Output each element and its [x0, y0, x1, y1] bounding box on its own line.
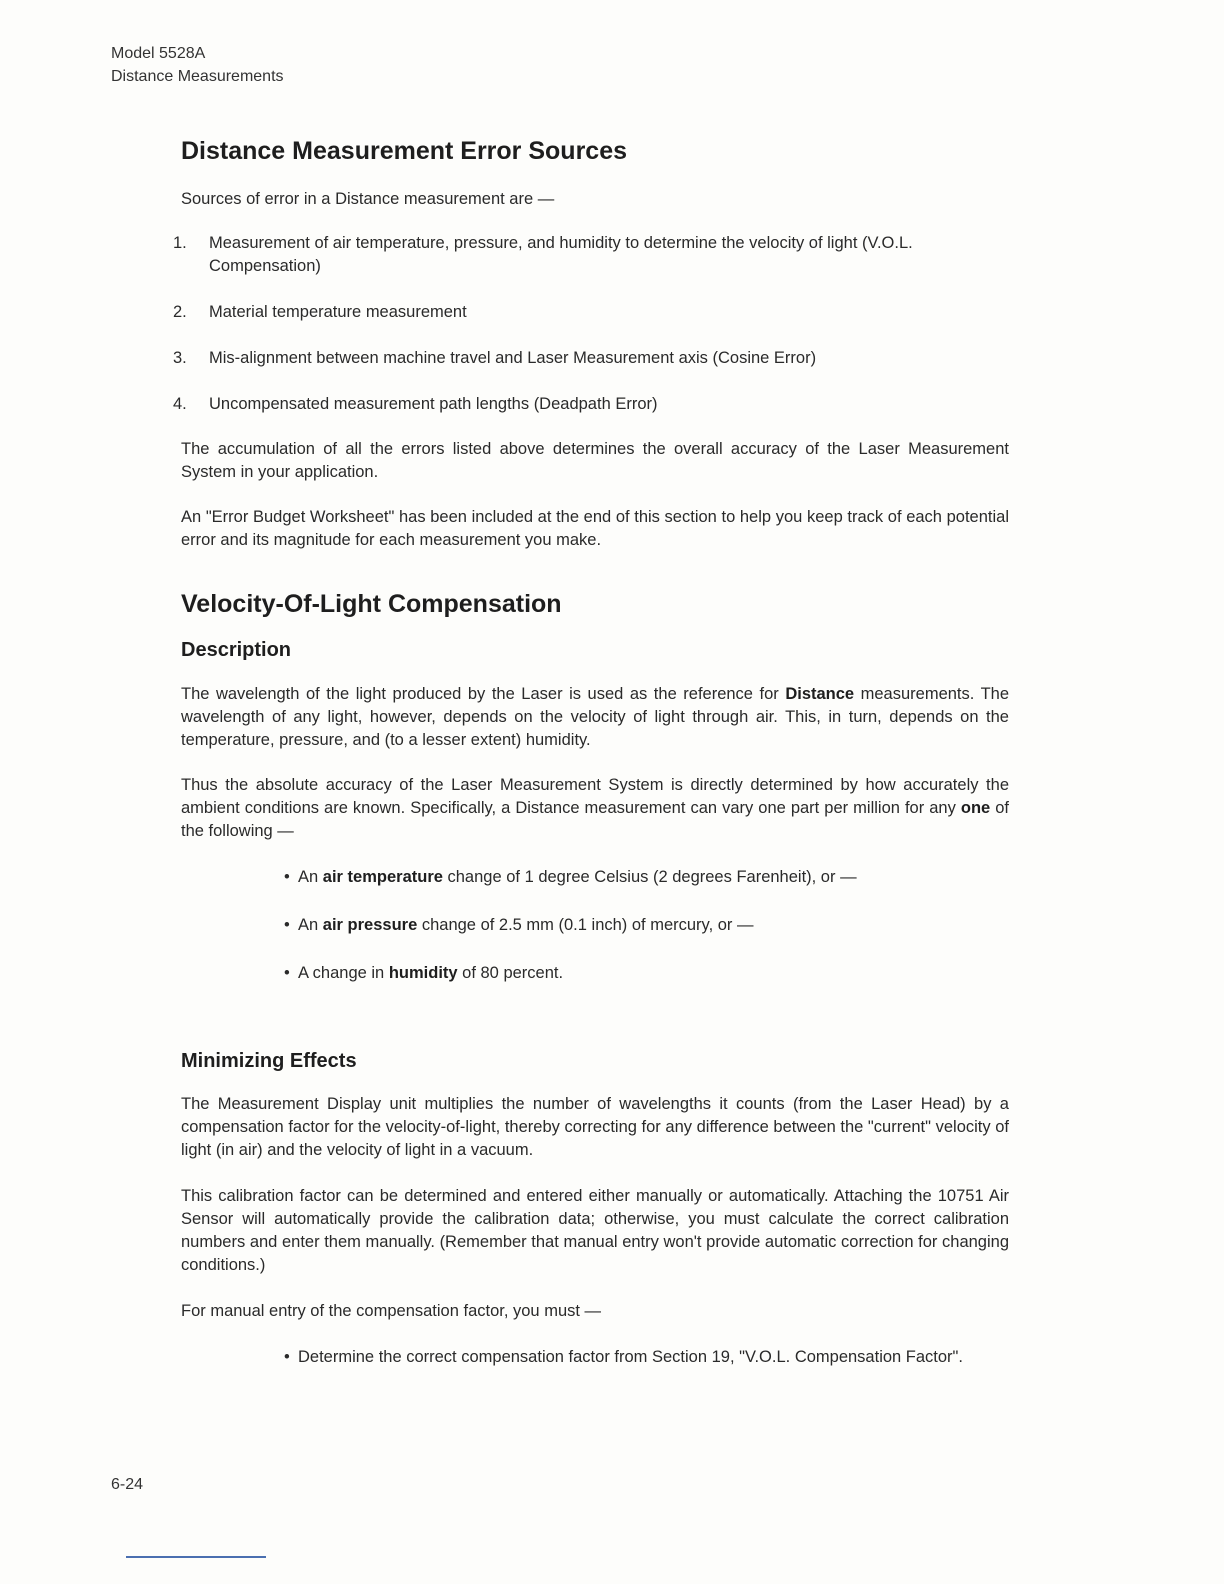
- item-number: 2.: [173, 303, 187, 321]
- page-content: [173, 135, 1010, 1369]
- text-run: measurements. The wavelength of any light, however, depends on the velocity of light through air. This, in turn, depends on the temperature, pressure, and (to a lesser extent) humidity.: [181, 685, 1010, 749]
- item-text: Determine the correct compensation factor from Section 19, "V.O.L. Compensation Factor".: [298, 1348, 963, 1366]
- section-label: Distance Measurements: [111, 68, 284, 85]
- calibration-paragraph: This calibration factor can be determined and entered either manually or automatically. Attaching the 10751 Air Sensor will automatically provide the calibration data; otherwise, you must calculate the correct calibration numbers and enter them manually. (Remember that manual entry won't provide automatic correction for changing conditions.): [181, 1187, 1009, 1274]
- item-number: 4.: [173, 395, 187, 413]
- manual-entry-paragraph: For manual entry of the compensation factor, you must —: [181, 1302, 602, 1320]
- page-header: [111, 42, 284, 88]
- list-item: [173, 301, 1009, 324]
- minimizing-heading: Minimizing Effects: [181, 1050, 357, 1072]
- list-item: • An air temperature change of 1 degree Celsius (2 degrees Farenheit), or —: [284, 866, 1009, 889]
- list-item: [284, 1346, 1009, 1369]
- text-run: Thus the absolute accuracy of the Laser Measurement System is directly determined by how accurately the ambient conditions are known. Specifically, a Distance measurement can vary one part per million for any: [181, 776, 1009, 817]
- description-heading: Description: [181, 639, 292, 661]
- display-paragraph: The Measurement Display unit multiplies the number of wavelengths it counts (from the Laser Head) by a compensation factor for the velocity-of-light, thereby correcting for any difference between the "current" velocity of light (in air) and the velocity of light in a vacuum.: [181, 1095, 1009, 1159]
- manual-steps-list: [284, 1346, 1009, 1369]
- accumulation-paragraph: The accumulation of all the errors listed above determines the overall accuracy of the Laser Measurement System in your application.: [181, 440, 1009, 481]
- list-item: [173, 393, 1009, 416]
- item-text: Measurement of air temperature, pressure, and humidity to determine the velocity of light (V.O.L. Compensation): [209, 234, 913, 275]
- text-run: The wavelength of the light produced by the Laser is used as the reference for: [181, 685, 786, 703]
- bullet-icon: •: [284, 964, 290, 982]
- list-item: • An air pressure change of 2.5 mm (0.1 inch) of mercury, or —: [284, 914, 1009, 937]
- item-text: Material temperature measurement: [209, 303, 467, 321]
- bold-run: one: [960, 799, 991, 817]
- item-text: Uncompensated measurement path lengths (Deadpath Error): [209, 395, 658, 413]
- item-text: Mis-alignment between machine travel and Laser Measurement axis (Cosine Error): [209, 349, 817, 367]
- list-item: [173, 347, 1009, 370]
- bullet-icon: •: [284, 868, 290, 886]
- bold-run: Distance: [785, 685, 855, 703]
- wavelength-paragraph: [181, 683, 1009, 752]
- accuracy-paragraph: [181, 774, 1009, 843]
- worksheet-paragraph: An "Error Budget Worksheet" has been included at the end of this section to help you keep track of each potential error and its magnitude for each measurement you make.: [181, 508, 1009, 549]
- item-number: 1.: [173, 234, 187, 252]
- error-sources-intro: Sources of error in a Distance measurement are —: [181, 190, 555, 208]
- text-run: of the following —: [181, 799, 1009, 840]
- vol-heading: Velocity-Of-Light Compensation: [181, 590, 562, 618]
- model-label: Model 5528A: [111, 45, 206, 62]
- item-number: 3.: [173, 349, 187, 367]
- bullet-icon: •: [284, 1348, 290, 1366]
- bullet-icon: •: [284, 916, 290, 934]
- list-item: • A change in humidity of 80 percent.: [284, 962, 1009, 985]
- footer-rule: [126, 1556, 266, 1558]
- error-sources-list: [173, 232, 1009, 416]
- conditions-list: [284, 866, 1009, 985]
- page-number: 6-24: [111, 1476, 144, 1493]
- error-sources-heading: Distance Measurement Error Sources: [181, 137, 628, 165]
- list-item: [173, 232, 1009, 278]
